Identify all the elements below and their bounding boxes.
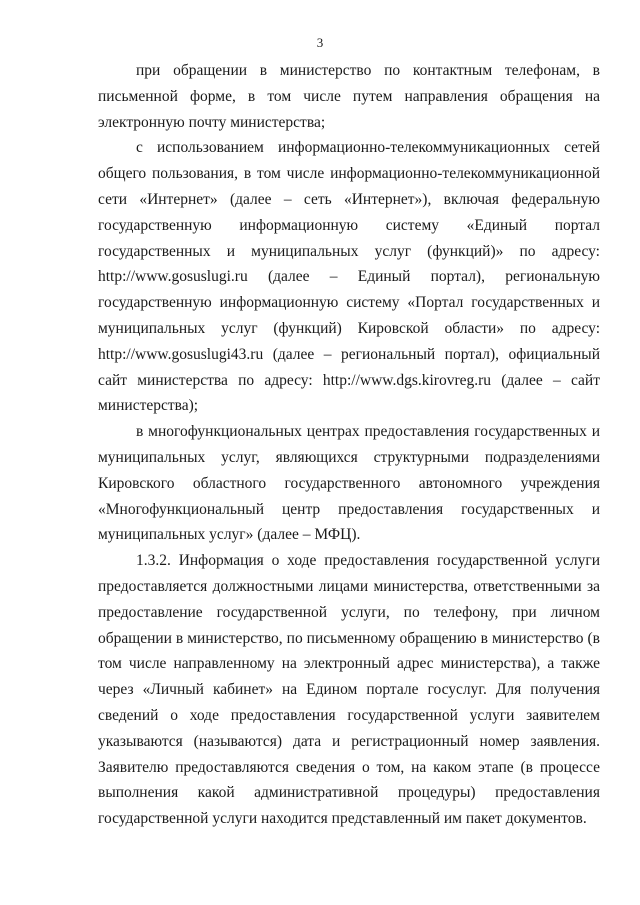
page-number: 3 <box>316 35 324 50</box>
document-body <box>98 58 600 832</box>
paragraph-mfc: в многофункциональных центрах предоставления государственных и муниципальных услуг, являющихся структурными подразделениями Кировского областного государственного автономного учреждения «Многофункциональный центр предоставления государственных и муниципальных услуг» (далее – МФЦ). <box>98 423 600 544</box>
paragraph-contact-methods: при обращении в министерство по контактным телефонам, в письменной форме, в том числе путем направления обращения на электронную почту министерства; <box>98 62 600 131</box>
paragraph-internet-portals: с использованием информационно-телекоммуникационных сетей общего пользования, в том числе информационно-телекоммуникационной сети «Интернет» (далее – сеть «Интернет»), включая федеральную государственную информационную систему «Единый портал государственных и муниципальных услуг (функций)» по адресу: http://www.gosuslugi.ru (далее – Единый портал), региональную государственную информационную систему «Портал государственных и муниципальных услуг (функций) Кировской области» по адресу: http://www.gosuslugi43.ru (далее – региональный портал), официальный сайт министерства по адресу: http://www.dgs.kirovreg.ru (далее – сайт министерства); <box>98 139 600 415</box>
paragraph-section-1-3-2: 1.3.2. Информация о ходе предоставления государственной услуги предоставляется должностными лицами министерства, ответственными за предоставление государственной услуги, по телефону, при личном обращении в министерство, по письменному обращению в министерство (в том числе направленному на электронный адрес министерства), а также через «Личный кабинет» на Едином портале госуслуг. Для получения сведений о ходе предоставления государственной услуги заявителем указываются (называются) дата и регистрационный номер заявления. Заявителю предоставляются сведения о том, на каком этапе (в процессе выполнения какой административной процедуры) предоставления государственной услуги находится представленный им пакет документов. <box>98 552 600 828</box>
